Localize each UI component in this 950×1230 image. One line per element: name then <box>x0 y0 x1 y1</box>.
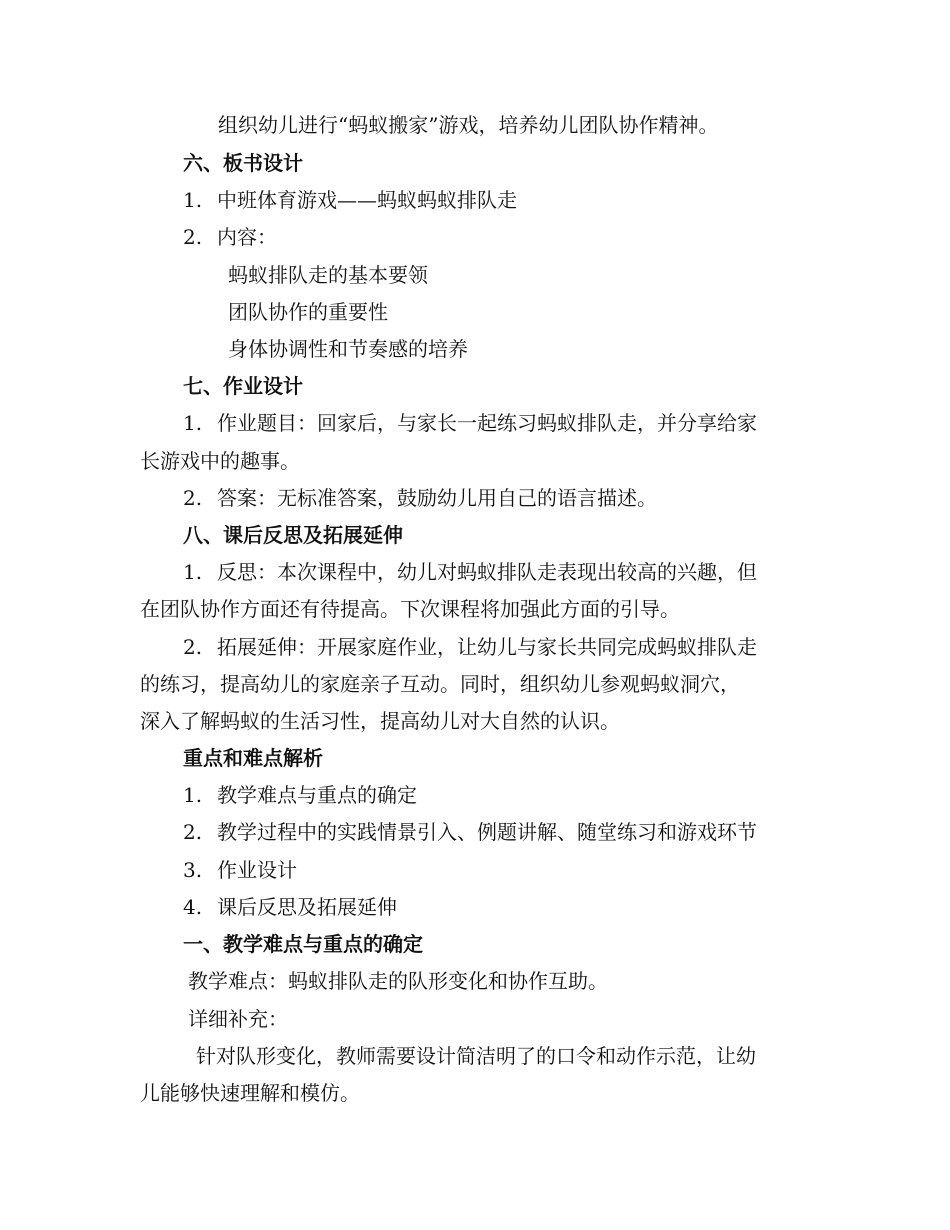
list-number: 3. <box>183 858 203 882</box>
list-number: 4. <box>183 895 203 919</box>
content-subitem: 团队协作的重要性 <box>228 300 388 324</box>
section-heading-reflection: 八、课后反思及拓展延伸 <box>183 523 403 547</box>
paragraph-line: 深入了解蚂蚁的生活习性，提高幼儿对大自然的认识。 <box>140 709 620 733</box>
list-item <box>183 634 757 660</box>
list-text: 中班体育游戏——蚂蚁蚂蚁排队走 <box>217 188 517 212</box>
list-item <box>183 224 277 250</box>
list-item <box>183 857 297 883</box>
list-number: 1. <box>183 411 203 435</box>
list-text: 作业设计 <box>217 858 297 882</box>
list-number: 2. <box>183 820 203 844</box>
paragraph-line: 在团队协作方面还有待提高。下次课程将加强此方面的引导。 <box>140 597 680 621</box>
paragraph-line: 教学难点：蚂蚁排队走的队形变化和协作互助。 <box>188 969 608 993</box>
list-number: 2. <box>183 486 203 510</box>
paragraph-line: 组织幼儿进行“蚂蚁搬家”游戏，培养幼儿团队协作精神。 <box>218 113 719 137</box>
paragraph-line: 的练习，提高幼儿的家庭亲子互动。同时，组织幼儿参观蚂蚁洞穴， <box>140 672 740 696</box>
list-item <box>183 894 397 920</box>
section-heading-homework: 七、作业设计 <box>183 374 303 398</box>
section-heading-key-points: 重点和难点解析 <box>183 746 323 770</box>
list-text: 内容： <box>217 225 277 249</box>
list-item <box>183 485 657 511</box>
list-text: 教学难点与重点的确定 <box>217 783 417 807</box>
list-number: 2. <box>183 225 203 249</box>
content-subitem: 蚂蚁排队走的基本要领 <box>228 263 428 287</box>
paragraph-line: 针对队形变化，教师需要设计简洁明了的口令和动作示范，让幼 <box>196 1044 756 1068</box>
list-item <box>183 782 417 808</box>
list-text: 反思：本次课程中，幼儿对蚂蚁排队走表现出较高的兴趣，但 <box>217 560 757 584</box>
list-number: 2. <box>183 635 203 659</box>
paragraph-line: 儿能够快速理解和模仿。 <box>140 1081 360 1105</box>
list-item <box>183 187 517 213</box>
paragraph-line: 长游戏中的趣事。 <box>140 449 300 473</box>
content-subitem: 身体协调性和节奏感的培养 <box>228 337 468 361</box>
list-number: 1. <box>183 783 203 807</box>
list-item <box>183 559 757 585</box>
list-number: 1. <box>183 560 203 584</box>
list-text: 答案：无标准答案，鼓励幼儿用自己的语言描述。 <box>217 486 657 510</box>
list-number: 1. <box>183 188 203 212</box>
list-text: 课后反思及拓展延伸 <box>217 895 397 919</box>
paragraph-line: 详细补充： <box>188 1007 288 1031</box>
section-heading-difficulty: 一、教学难点与重点的确定 <box>183 932 423 956</box>
list-text: 拓展延伸：开展家庭作业，让幼儿与家长共同完成蚂蚁排队走 <box>217 635 757 659</box>
list-item <box>183 819 757 845</box>
list-item <box>183 410 757 436</box>
section-heading-board-design: 六、板书设计 <box>183 151 303 175</box>
list-text: 作业题目：回家后，与家长一起练习蚂蚁排队走，并分享给家 <box>217 411 757 435</box>
list-text: 教学过程中的实践情景引入、例题讲解、随堂练习和游戏环节 <box>217 820 757 844</box>
